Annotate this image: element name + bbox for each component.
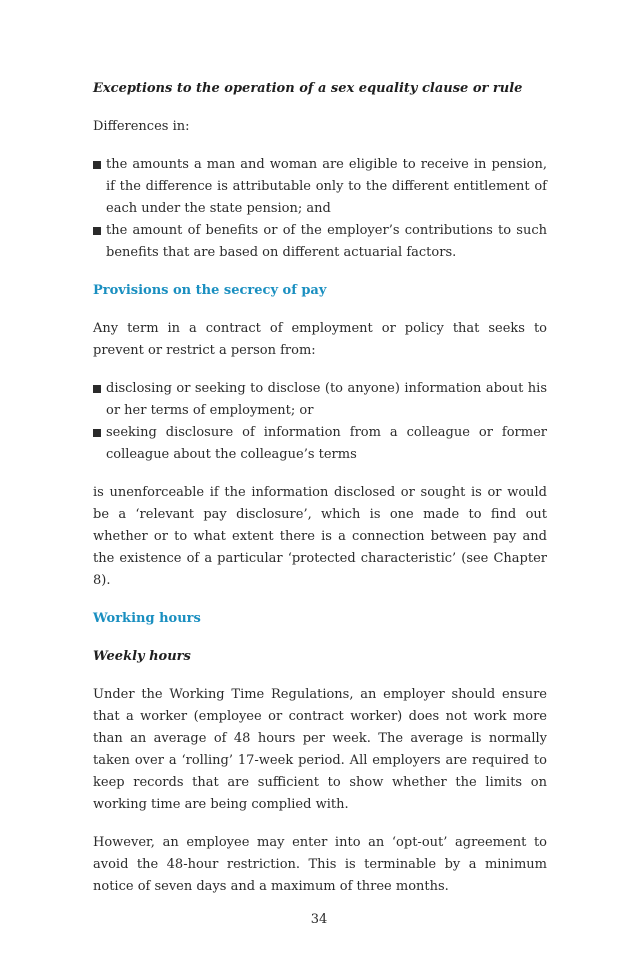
weekly-hours-subheading: Weekly hours: [93, 649, 191, 664]
list-item-text: the amount of benefits or of the employer’s contributions to such benefits that are based on different actuarial factors.: [106, 223, 547, 260]
list-item: [93, 378, 547, 422]
page-content: [93, 78, 547, 898]
exceptions-intro: Differences in:: [93, 119, 190, 134]
weekly-hours-paragraph-2: However, an employee may enter into an ‘opt-out’ agreement to avoid the 48-hour restriction. This is terminable by a minimum notice of seven days and a maximum of three months.: [93, 835, 547, 894]
secrecy-bullet-list: [93, 378, 547, 466]
secrecy-heading: Provisions on the secrecy of pay: [93, 283, 327, 298]
secrecy-intro: Any term in a contract of employment or policy that seeks to prevent or restrict a person from:: [93, 321, 547, 358]
page-number: 34: [310, 912, 328, 927]
list-item: [93, 154, 547, 220]
list-item: [93, 220, 547, 264]
exceptions-heading: Exceptions to the operation of a sex equality clause or rule: [93, 81, 523, 96]
list-item-text: the amounts a man and woman are eligible to receive in pension, if the difference is attributable only to the different entitlement of each under the state pension; and: [106, 157, 547, 216]
working-hours-heading: Working hours: [93, 611, 201, 626]
square-bullet-icon: [93, 161, 101, 169]
weekly-hours-paragraph-1: Under the Working Time Regulations, an employer should ensure that a worker (employee or contract worker) does not work more than an average of 48 hours per week. The average is normally taken over a ‘rolling’ 17-week period. All employers are required to keep records that are sufficient to show whether the limits on working time are being complied with.: [93, 687, 547, 812]
square-bullet-icon: [93, 429, 101, 437]
list-item-text: seeking disclosure of information from a colleague or former colleague about the colleague’s terms: [106, 425, 547, 462]
list-item: [93, 422, 547, 466]
list-item-text: disclosing or seeking to disclose (to anyone) information about his or her terms of employment; or: [106, 381, 547, 418]
secrecy-conclusion: is unenforceable if the information disclosed or sought is or would be a ‘relevant pay disclosure’, which is one made to find out whether or to what extent there is a connection between pay and the existence of a particular ‘protected characteristic’ (see Chapter 8).: [93, 485, 547, 588]
square-bullet-icon: [93, 227, 101, 235]
square-bullet-icon: [93, 385, 101, 393]
exceptions-bullet-list: [93, 154, 547, 264]
